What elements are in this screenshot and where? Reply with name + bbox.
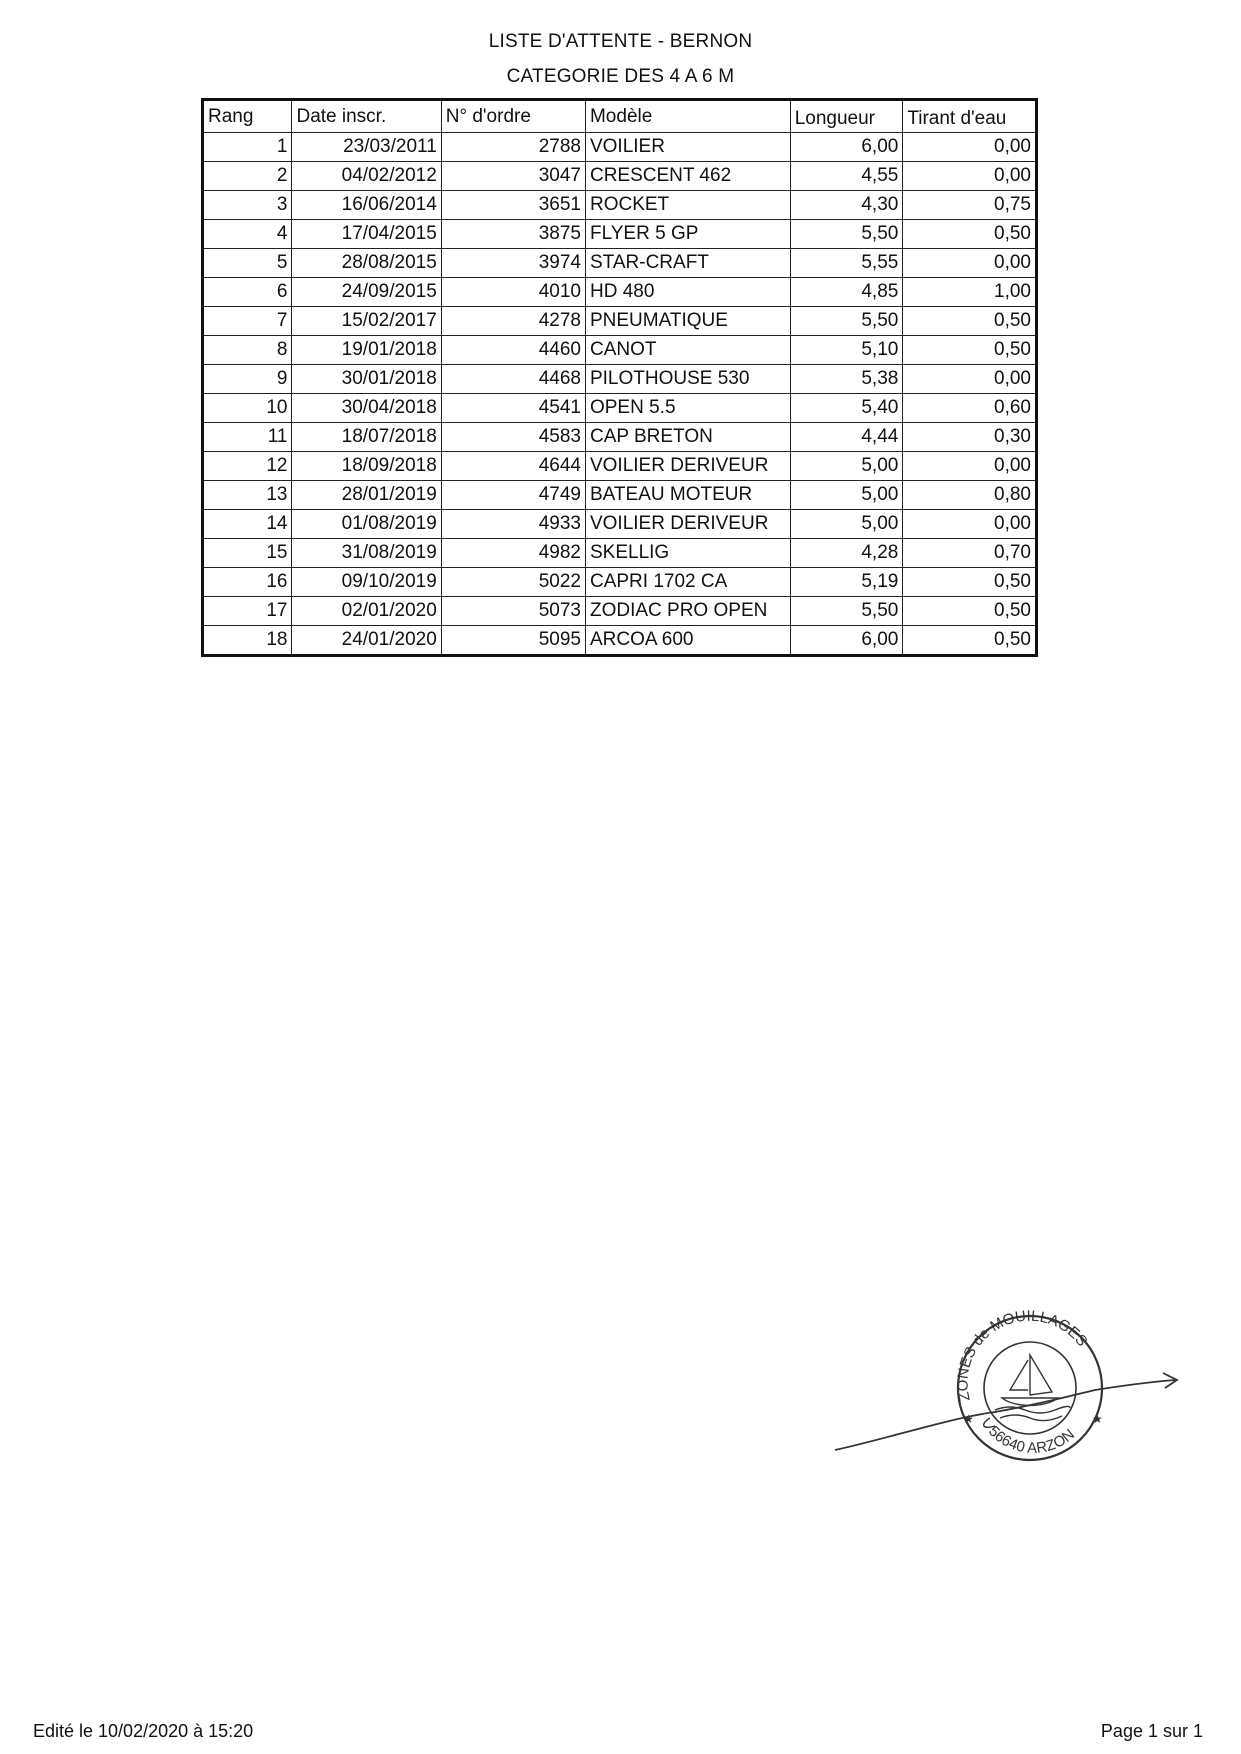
document-title: LISTE D'ATTENTE - BERNON [488,31,753,52]
cell-date: 15/02/2017 [292,307,441,336]
table-row [203,133,1037,162]
cell-longueur: 5,50 [790,307,903,336]
header-tirant: Tirant d'eau [903,100,1037,133]
cell-tirant: 0,30 [903,423,1037,452]
cell-modele: SKELLIG [585,539,790,568]
cell-ordre: 4583 [441,423,585,452]
header-date: Date inscr. [292,100,441,133]
cell-ordre: 3974 [441,249,585,278]
cell-tirant: 0,00 [903,510,1037,539]
cell-rang: 10 [203,394,292,423]
cell-ordre: 3875 [441,220,585,249]
cell-modele: OPEN 5.5 [585,394,790,423]
cell-tirant: 1,00 [903,278,1037,307]
cell-ordre: 4460 [441,336,585,365]
cell-ordre: 5073 [441,597,585,626]
cell-date: 30/04/2018 [292,394,441,423]
table-row [203,365,1037,394]
cell-date: 18/07/2018 [292,423,441,452]
cell-date: 31/08/2019 [292,539,441,568]
cell-modele: VOILIER [585,133,790,162]
cell-rang: 9 [203,365,292,394]
footer-edit-date: Edité le 10/02/2020 à 15:20 [33,1721,254,1741]
cell-ordre: 4933 [441,510,585,539]
cell-date: 19/01/2018 [292,336,441,365]
cell-longueur: 5,50 [790,597,903,626]
table-header [203,100,1037,133]
header-modele: Modèle [585,100,790,133]
cell-tirant: 0,00 [903,249,1037,278]
cell-ordre: 2788 [441,133,585,162]
cell-tirant: 0,00 [903,452,1037,481]
cell-longueur: 5,00 [790,452,903,481]
header-longueur: Longueur [790,100,903,133]
cell-modele: PILOTHOUSE 530 [585,365,790,394]
cell-date: 17/04/2015 [292,220,441,249]
cell-rang: 14 [203,510,292,539]
cell-longueur: 5,40 [790,394,903,423]
cell-ordre: 4644 [441,452,585,481]
cell-date: 02/01/2020 [292,597,441,626]
table-row [203,626,1037,656]
cell-modele: ROCKET [585,191,790,220]
cell-tirant: 0,50 [903,568,1037,597]
footer-page-number: Page 1 sur 1 [1100,1721,1203,1741]
table-row [203,597,1037,626]
cell-tirant: 0,50 [903,307,1037,336]
cell-ordre: 3047 [441,162,585,191]
cell-longueur: 6,00 [790,626,903,656]
cell-tirant: 0,00 [903,365,1037,394]
cell-longueur: 5,38 [790,365,903,394]
cell-rang: 4 [203,220,292,249]
stamp-star-icon: ★ [963,1412,974,1426]
header-rang: Rang [203,100,292,133]
cell-rang: 8 [203,336,292,365]
cell-tirant: 0,50 [903,336,1037,365]
cell-modele: STAR-CRAFT [585,249,790,278]
cell-rang: 2 [203,162,292,191]
cell-ordre: 5095 [441,626,585,656]
cell-tirant: 0,60 [903,394,1037,423]
cell-date: 28/01/2019 [292,481,441,510]
cell-modele: VOILIER DERIVEUR [585,452,790,481]
table-row [203,423,1037,452]
cell-longueur: 5,10 [790,336,903,365]
cell-rang: 7 [203,307,292,336]
cell-rang: 5 [203,249,292,278]
stamp-top-text: ZONES de MOUILLAGES [954,1307,1091,1403]
table-row [203,394,1037,423]
cell-ordre: 3651 [441,191,585,220]
cell-ordre: 5022 [441,568,585,597]
cell-ordre: 4010 [441,278,585,307]
cell-tirant: 0,50 [903,626,1037,656]
cell-tirant: 0,75 [903,191,1037,220]
cell-longueur: 5,00 [790,510,903,539]
cell-longueur: 5,50 [790,220,903,249]
header-ordre: N° d'ordre [441,100,585,133]
cell-rang: 11 [203,423,292,452]
table-body [203,133,1037,656]
cell-date: 04/02/2012 [292,162,441,191]
cell-modele: FLYER 5 GP [585,220,790,249]
table-row [203,307,1037,336]
cell-longueur: 4,44 [790,423,903,452]
cell-modele: ZODIAC PRO OPEN [585,597,790,626]
table-row [203,249,1037,278]
cell-tirant: 0,70 [903,539,1037,568]
table-row [203,191,1037,220]
cell-rang: 13 [203,481,292,510]
cell-ordre: 4541 [441,394,585,423]
cell-modele: ARCOA 600 [585,626,790,656]
cell-tirant: 0,50 [903,220,1037,249]
cell-longueur: 4,85 [790,278,903,307]
header-row [203,100,1037,133]
cell-ordre: 4749 [441,481,585,510]
cell-longueur: 4,30 [790,191,903,220]
document-subtitle: CATEGORIE DES 4 A 6 M [506,66,735,87]
cell-tirant: 0,80 [903,481,1037,510]
table-row [203,481,1037,510]
cell-rang: 12 [203,452,292,481]
table-row [203,452,1037,481]
table-row [203,510,1037,539]
cell-modele: CAP BRETON [585,423,790,452]
cell-ordre: 4982 [441,539,585,568]
cell-modele: VOILIER DERIVEUR [585,510,790,539]
cell-rang: 17 [203,597,292,626]
cell-modele: HD 480 [585,278,790,307]
cell-modele: CRESCENT 462 [585,162,790,191]
cell-longueur: 5,00 [790,481,903,510]
waiting-list-table [201,98,1038,657]
table-row [203,162,1037,191]
cell-longueur: 4,28 [790,539,903,568]
cell-ordre: 4278 [441,307,585,336]
stamp-signature [830,1300,1180,1490]
cell-rang: 1 [203,133,292,162]
cell-modele: PNEUMATIQUE [585,307,790,336]
cell-longueur: 4,55 [790,162,903,191]
cell-date: 09/10/2019 [292,568,441,597]
cell-tirant: 0,50 [903,597,1037,626]
stamp-bottom-text: 56640 ARZON [984,1422,1078,1457]
table-row [203,568,1037,597]
table-row [203,278,1037,307]
cell-rang: 6 [203,278,292,307]
cell-date: 28/08/2015 [292,249,441,278]
table-row [203,539,1037,568]
cell-tirant: 0,00 [903,162,1037,191]
stamp-star-icon: ★ [1092,1412,1103,1426]
cell-tirant: 0,00 [903,133,1037,162]
cell-modele: BATEAU MOTEUR [585,481,790,510]
cell-date: 30/01/2018 [292,365,441,394]
cell-longueur: 5,19 [790,568,903,597]
cell-date: 23/03/2011 [292,133,441,162]
cell-date: 24/09/2015 [292,278,441,307]
cell-date: 01/08/2019 [292,510,441,539]
cell-longueur: 6,00 [790,133,903,162]
cell-modele: CAPRI 1702 CA [585,568,790,597]
cell-rang: 3 [203,191,292,220]
cell-modele: CANOT [585,336,790,365]
table-row [203,336,1037,365]
cell-date: 16/06/2014 [292,191,441,220]
cell-longueur: 5,55 [790,249,903,278]
cell-rang: 15 [203,539,292,568]
cell-rang: 16 [203,568,292,597]
cell-rang: 18 [203,626,292,656]
cell-ordre: 4468 [441,365,585,394]
cell-date: 24/01/2020 [292,626,441,656]
cell-date: 18/09/2018 [292,452,441,481]
table-row [203,220,1037,249]
